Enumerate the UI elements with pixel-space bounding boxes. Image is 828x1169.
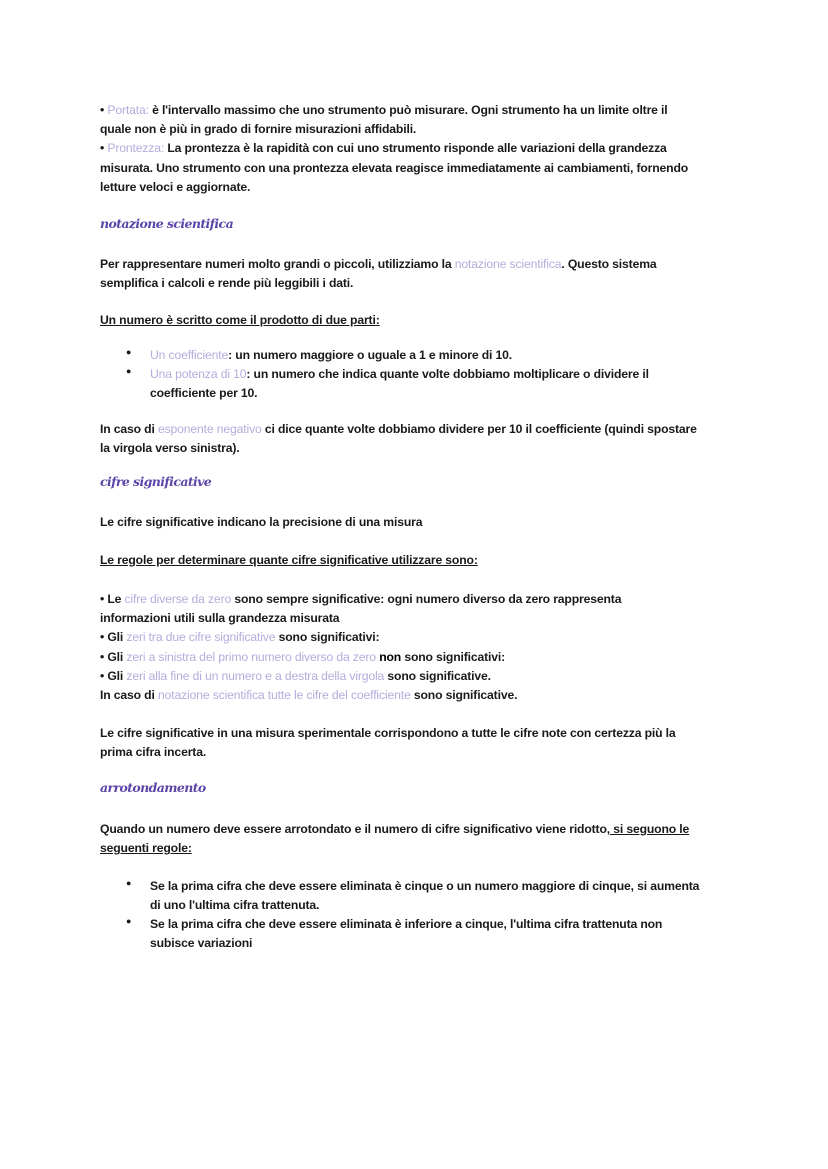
text-line (100, 311, 380, 330)
text-line (100, 120, 416, 139)
text-segment: letture veloci e aggiornate. (100, 180, 251, 194)
text-segment: • Gli (100, 630, 127, 644)
text-segment: di uno l'ultima cifra trattenuta. (150, 898, 320, 912)
bullet-item (150, 365, 649, 384)
text-segment: quale non è più in grado di fornire misurazioni affidabili. (100, 122, 417, 136)
text-segment: Se la prima cifra che deve essere eliminata è inferiore a cinque, l'ultima cifra trattenuta non (150, 917, 663, 931)
text-line (100, 159, 688, 178)
text-line (100, 743, 206, 762)
underlined-text: seguenti regole: (100, 841, 192, 855)
section-heading (100, 474, 211, 489)
text-segment: cifre significative (100, 474, 212, 489)
bullet-icon: ● (126, 366, 132, 376)
text-segment: • Le (100, 592, 125, 606)
text-line (100, 839, 192, 858)
text-line (100, 667, 491, 686)
text-line (100, 274, 353, 293)
text-segment: semplifica i calcoli e rende più leggibili i dati. (100, 276, 354, 290)
text-line (100, 513, 422, 532)
text-segment: sono significativi: (401, 650, 506, 664)
text-segment: è l'intervallo massimo che uno strumento può misurare. Ogni strumento ha un limite oltre il (148, 103, 668, 117)
text-segment: la virgola verso sinistra). (100, 441, 240, 455)
text-segment: notazione scientifica (100, 216, 234, 231)
text-segment: : un numero maggiore o uguale a 1 e minore di 10. (228, 348, 513, 362)
highlighted-term: Portata: (107, 103, 149, 117)
text-segment: In caso di (100, 422, 158, 436)
highlighted-term: zeri a sinistra del primo numero diverso da zero (126, 650, 376, 664)
text-line (150, 896, 319, 915)
text-line (100, 178, 250, 197)
bullet-icon: ● (126, 878, 132, 888)
text-segment: sono significativi: (275, 630, 380, 644)
text-line (100, 648, 505, 667)
bullet-item (150, 346, 512, 365)
text-line (100, 551, 478, 570)
highlighted-term: notazione scientifica tutte le cifre del coefficiente (157, 688, 411, 702)
text-segment: • (100, 141, 108, 155)
text-line (100, 255, 657, 274)
text-segment: Quando un numero deve essere arrotondato e il numero di cifre significativo viene ridotto (100, 822, 607, 836)
text-line (100, 420, 697, 439)
highlighted-term: Un coefficiente (150, 348, 229, 362)
text-segment: : un numero che indica quante volte dobbiamo moltiplicare o dividere il (246, 367, 649, 381)
text-segment: Le cifre significative indicano la precisione di una misura (100, 515, 423, 529)
text-line (100, 724, 676, 743)
text-segment: Per rappresentare numeri molto grandi o piccoli, utilizziamo la (100, 257, 455, 271)
highlighted-term: Una potenza di 10 (150, 367, 247, 381)
bullet-item (150, 915, 662, 934)
bold-text: non (379, 650, 402, 664)
text-segment: sono significative. (384, 669, 491, 683)
text-line (100, 686, 517, 705)
underlined-text: , si seguono le (606, 822, 690, 836)
text-segment: . Questo sistema (561, 257, 657, 271)
highlighted-term: Prontezza: (107, 141, 165, 155)
text-line (150, 934, 252, 953)
highlighted-term: zeri tra due cifre significative (126, 630, 276, 644)
text-segment: La prontezza è la rapidità con cui uno strumento risponde alle variazioni della grandezza (164, 141, 667, 155)
text-line (100, 439, 240, 458)
text-line (100, 628, 379, 647)
text-segment: • Gli (100, 669, 127, 683)
text-line (100, 820, 689, 839)
highlighted-term: cifre diverse da zero (124, 592, 232, 606)
text-segment: ci dice quante volte dobbiamo dividere per 10 il coefficiente (quindi spostare (261, 422, 697, 436)
text-segment: misurata. Uno strumento con una prontezza elevata reagisce immediatamente ai cambiamenti, fornendo (100, 161, 689, 175)
highlighted-term: esponente negativo (157, 422, 262, 436)
text-line (100, 139, 667, 158)
bullet-item (150, 877, 699, 896)
highlighted-term: notazione scientifica (454, 257, 562, 271)
text-line (150, 384, 257, 403)
section-heading (100, 216, 233, 231)
text-segment: • Gli (100, 650, 127, 664)
text-segment: prima cifra incerta. (100, 745, 207, 759)
bullet-icon: ● (126, 347, 132, 357)
underlined-text: Le regole per determinare quante cifre significative utilizzare sono: (100, 553, 478, 567)
text-segment: sono significative. (410, 688, 518, 702)
highlighted-term: zeri alla fine di un numero e a destra della virgola (126, 669, 385, 683)
text-segment: In caso di (100, 688, 158, 702)
text-segment: Se la prima cifra che deve essere eliminata è cinque o un numero maggiore di cinque, si aumenta (150, 879, 700, 893)
underlined-text: Un numero è scritto come il prodotto di due parti: (100, 313, 380, 327)
text-line (100, 590, 621, 609)
text-line (100, 609, 339, 628)
section-heading (100, 780, 206, 795)
text-segment: • (100, 103, 108, 117)
text-segment: informazioni utili sulla grandezza misurata (100, 611, 340, 625)
text-segment: arrotondamento (100, 780, 206, 795)
text-segment: sono sempre significative: ogni numero diverso da zero rappresenta (231, 592, 622, 606)
text-line (100, 101, 668, 120)
bullet-icon: ● (126, 916, 132, 926)
text-segment: subisce variazioni (150, 936, 253, 950)
text-segment: Le cifre significative in una misura sperimentale corrispondono a tutte le cifre note con certezza più la (100, 726, 676, 740)
text-segment: coefficiente per 10. (150, 386, 258, 400)
